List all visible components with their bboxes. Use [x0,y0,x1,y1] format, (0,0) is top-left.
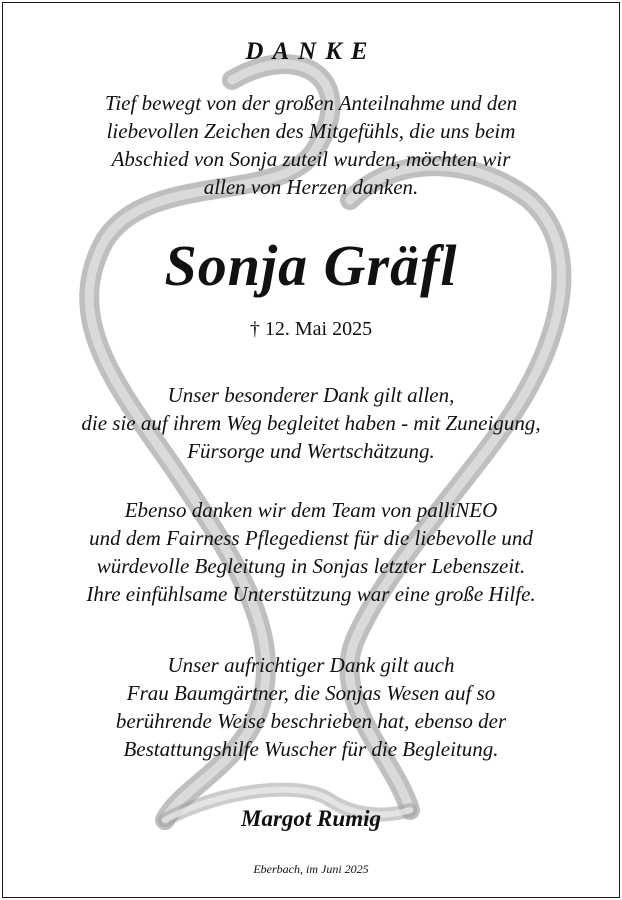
thanks-paragraph-2: Ebenso danken wir dem Team von palliNEO und dem Fairness Pflegedienst für die liebevolle und würdevolle Begleitung in Sonjas letzter Lebenszeit. Ihre einfühlsame Unterstützung war eine große Hilfe. [86,498,536,606]
thanks-paragraph-3: Unser aufrichtiger Dank gilt auch Frau Baumgärtner, die Sonjas Wesen auf so berührende Weise beschrieben hat, ebenso der Bestattungshilfe Wuscher für die Begleitung. [115,653,507,761]
place-date: Eberbach, im Juni 2025 [253,862,369,876]
thanks-paragraph-1: Unser besonderer Dank gilt allen, die sie auf ihrem Weg begleitet haben - mit Zuneigung, Fürsorge und Wertschätzung. [81,383,541,463]
notice-title: DANKE [245,38,377,65]
intro-paragraph: Tief bewegt von der großen Anteilnahme und den liebevollen Zeichen des Mitgefühls, die uns beim Abschied von Sonja zuteil wurden, möchten wir allen von Herzen danken. [104,91,518,199]
deceased-name: Sonja Gräfl [164,233,458,298]
signature: Margot Rumig [241,806,381,831]
death-date: † 12. Mai 2025 [249,318,373,340]
